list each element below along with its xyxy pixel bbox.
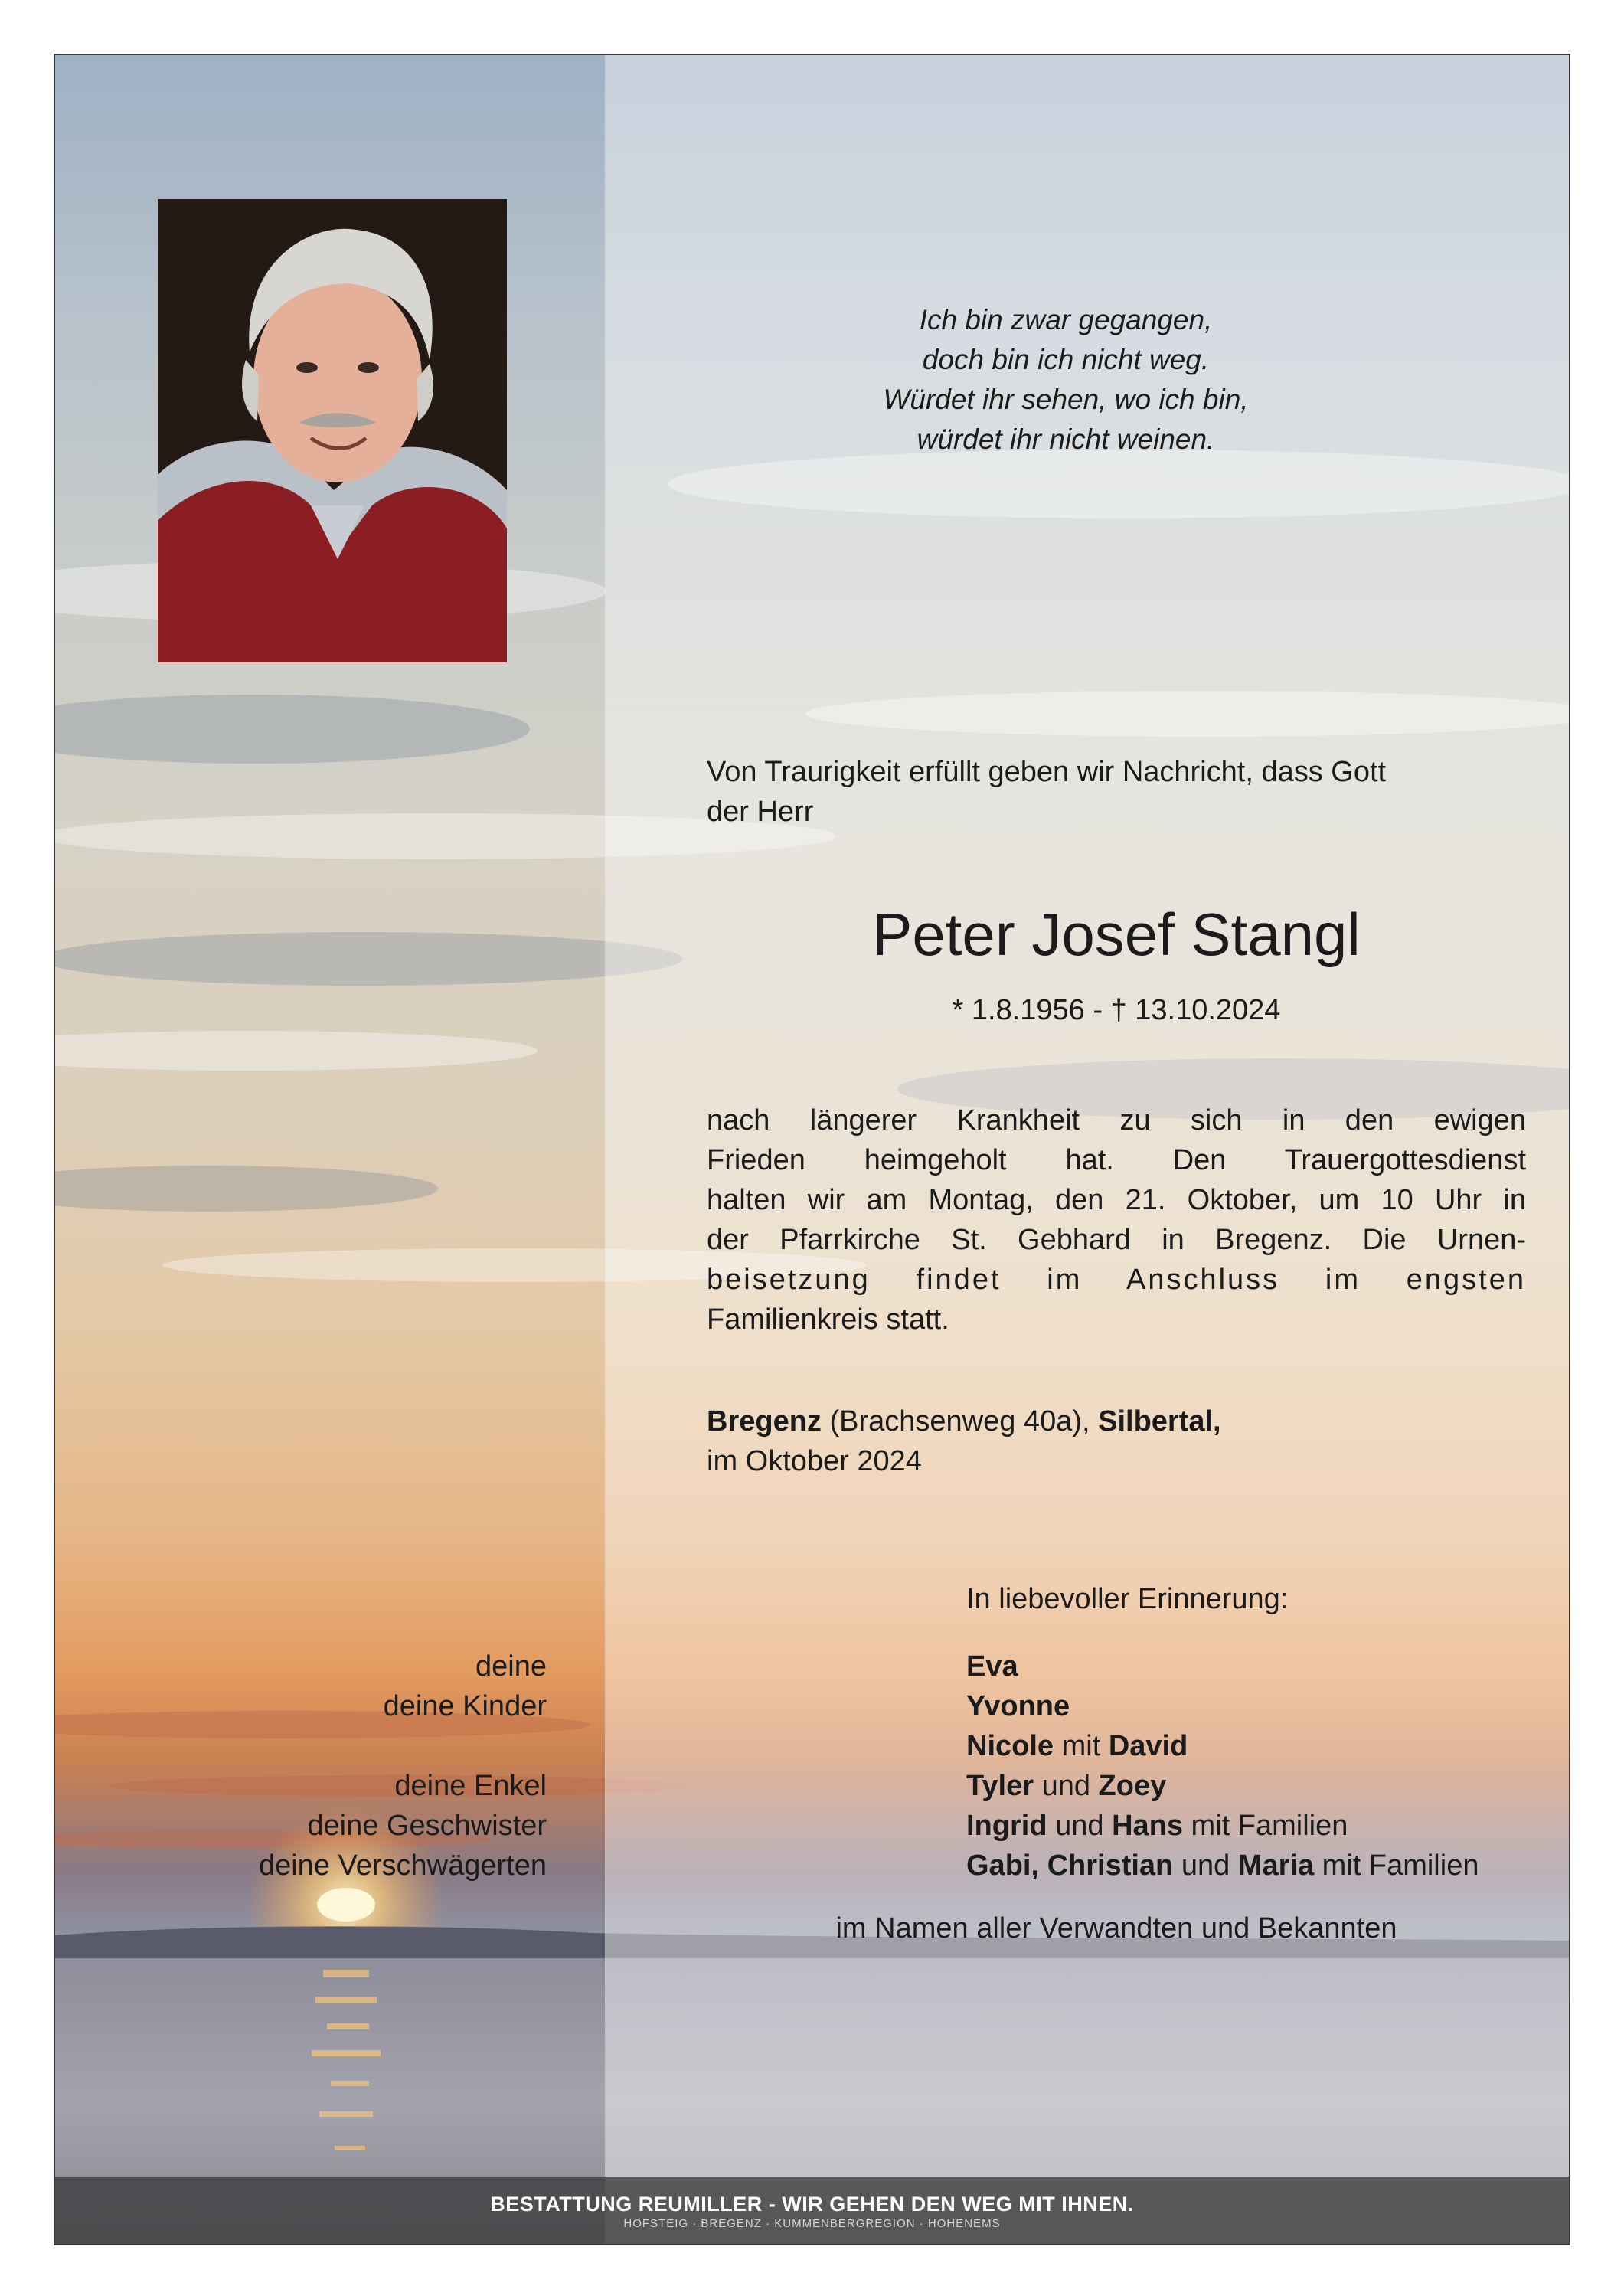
mourner-names [966, 1806, 1348, 1846]
mourner-name-part: Gabi, Christian [966, 1850, 1174, 1882]
mourner-names [966, 1647, 1018, 1686]
mourner-name-part: Yvonne [966, 1690, 1070, 1722]
mourner-name-part: Hans [1112, 1810, 1183, 1842]
footer-banner [55, 2177, 1569, 2244]
obituary-card [54, 54, 1570, 2245]
poem-line: Ich bin zwar gegangen, [919, 304, 1213, 335]
announcement-text [707, 1101, 1526, 1339]
poem [683, 300, 1449, 460]
closing-line: im Namen aller Verwandten und Bekannten [835, 1912, 1397, 1944]
mourner-names [966, 1726, 1188, 1766]
life-dates: * 1.8.1956 - † 13.10.2024 [952, 994, 1281, 1026]
mourner-relation: deine Geschwister [307, 1810, 547, 1842]
place-city: Bregenz [707, 1405, 822, 1437]
intro-line: Von Traurigkeit erfüllt geben wir Nachricht, dass Gott [707, 756, 1387, 788]
mourner-relation: deine Verschwägerten [258, 1850, 547, 1882]
intro-text [707, 752, 1526, 832]
footer-regions: HOFSTEIG · BREGENZ · KUMMENBERGREGION · HOHENEMS [623, 2217, 1001, 2230]
footer-tagline: BESTATTUNG REUMILLER - WIR GEHEN DEN WEG MIT IHNEN. [490, 2193, 1134, 2216]
announcement-line: der Pfarrkirche St. Gebhard in Bregenz. Die Urnen- [707, 1224, 1526, 1256]
mourner-name-part: mit Familien [1183, 1810, 1348, 1842]
poem-line: doch bin ich nicht weg. [922, 344, 1210, 375]
memory-heading: In liebevoller Erinnerung: [966, 1583, 1289, 1615]
portrait-photo [158, 199, 507, 662]
announcement-line: Frieden heimgeholt hat. Den Trauergottesdienst [707, 1144, 1526, 1176]
place-month: im Oktober 2024 [707, 1445, 922, 1477]
sun [317, 1888, 375, 1922]
mourner-row [55, 1647, 1569, 1686]
mourner-name-part: David [1108, 1730, 1188, 1762]
place-town: Silbertal, [1098, 1405, 1221, 1437]
mourner-relation: deine Kinder [383, 1690, 547, 1722]
announcement-line: Familienkreis statt. [707, 1303, 949, 1336]
mourner-name-part: Zoey [1098, 1770, 1167, 1802]
mourner-name-part: Ingrid [966, 1810, 1047, 1842]
mourner-name-part: mit Familien [1314, 1850, 1479, 1882]
mourner-relation: deine [475, 1650, 547, 1683]
announcement-line: nach längerer Krankheit zu sich in den ewigen [707, 1104, 1526, 1137]
mourner-relation: deine Enkel [394, 1770, 547, 1802]
mourner-row [55, 1766, 1569, 1806]
mourner-name-part: und [1034, 1770, 1099, 1802]
mourner-name-part: Maria [1237, 1850, 1315, 1882]
announcement-line: beisetzung findet im Anschluss im engsten [707, 1264, 1526, 1296]
mourner-row [55, 1806, 1569, 1846]
poem-line: würdet ihr nicht weinen. [917, 424, 1215, 455]
deceased-name: Peter Josef Stangl [872, 901, 1361, 968]
mourner-name-part: und [1173, 1850, 1238, 1882]
mourner-row [55, 1726, 1569, 1766]
mourner-row [55, 1686, 1569, 1726]
mourners-list [55, 1647, 1569, 1886]
mourner-name-part: und [1047, 1810, 1113, 1842]
mourner-row [55, 1846, 1569, 1886]
mourner-name-part: Tyler [966, 1770, 1034, 1802]
mourner-names [966, 1686, 1070, 1726]
intro-line: der Herr [707, 796, 814, 828]
announcement-line: halten wir am Montag, den 21. Oktober, um 10 Uhr in [707, 1184, 1526, 1216]
mourner-name-part: mit [1054, 1730, 1109, 1762]
place-address: (Brachsenweg 40a), [821, 1405, 1099, 1437]
mourner-name-part: Nicole [966, 1730, 1054, 1762]
mourner-names [966, 1846, 1479, 1886]
place-date [707, 1401, 1526, 1481]
poem-line: Würdet ihr sehen, wo ich bin, [883, 384, 1249, 415]
mourner-names [966, 1766, 1166, 1806]
mourner-name-part: Eva [966, 1650, 1018, 1683]
